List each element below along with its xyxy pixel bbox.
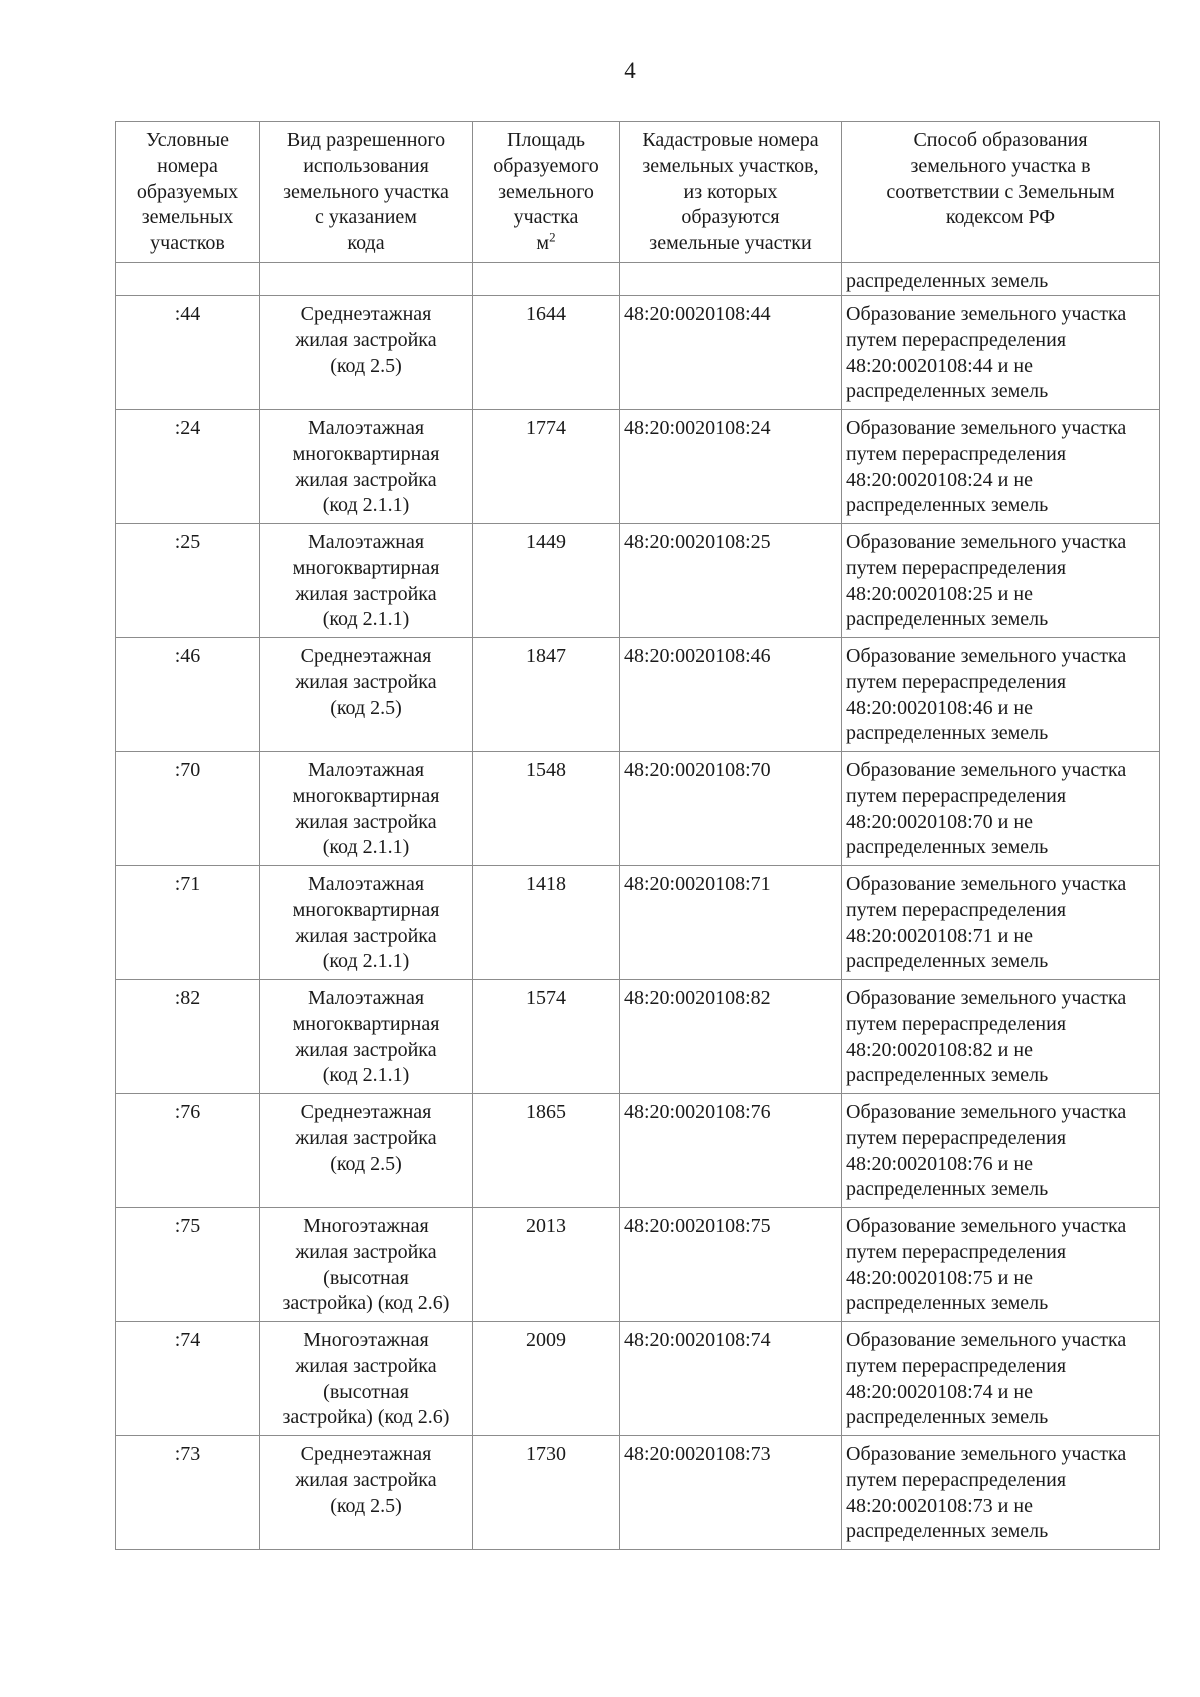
text-line: многоквартирная xyxy=(292,1012,440,1035)
cell-parcel-number: :25 xyxy=(116,524,260,638)
text-line: Малоэтажная xyxy=(307,987,425,1009)
text-line: земельных xyxy=(141,206,234,229)
header-parcel-number xyxy=(116,122,260,263)
text-line: земельные участки xyxy=(649,232,812,255)
text-line: (код 2.1.1) xyxy=(322,494,410,517)
cell-area: 1865 xyxy=(473,1094,620,1208)
cell-cadastral-number: 48:20:0020108:73 xyxy=(620,1436,842,1550)
text-line: распределенных земель xyxy=(846,1292,1049,1315)
text-line: 48:20:0020108:73 и не xyxy=(846,1494,1033,1517)
text-line: (код 2.5) xyxy=(330,696,402,719)
cell-formation-method xyxy=(842,296,1160,410)
cell-cadastral-number: 48:20:0020108:76 xyxy=(620,1094,842,1208)
cell-permitted-use xyxy=(260,980,473,1094)
cell-cadastral-number: 48:20:0020108:71 xyxy=(620,866,842,980)
text-line: из которых xyxy=(683,180,778,203)
cell-permitted-use xyxy=(260,296,473,410)
text-line: Условные xyxy=(145,129,230,151)
cell-formation-method xyxy=(842,524,1160,638)
table-row xyxy=(116,524,1160,638)
text-line: Кадастровые номера xyxy=(642,129,819,151)
text-line: Малоэтажная xyxy=(307,759,425,781)
cell-formation-method xyxy=(842,1208,1160,1322)
header-formation-method xyxy=(842,122,1160,263)
text-line: с указанием xyxy=(315,206,417,229)
text-line: Среднеэтажная xyxy=(300,1101,432,1123)
cell-parcel-number: :44 xyxy=(116,296,260,410)
cell-cadastral-number: 48:20:0020108:25 xyxy=(620,524,842,638)
text-line: путем перераспределения xyxy=(846,784,1067,807)
cell-area: 1574 xyxy=(473,980,620,1094)
text-line: Малоэтажная xyxy=(307,417,425,439)
cell-formation-method xyxy=(842,1094,1160,1208)
cell-parcel-number: :82 xyxy=(116,980,260,1094)
text-line: путем перераспределения xyxy=(846,1240,1067,1263)
text-line: Образование земельного участка xyxy=(846,1443,1127,1465)
cell-parcel-number: :73 xyxy=(116,1436,260,1550)
cell-parcel-number xyxy=(116,263,260,296)
text-line: Среднеэтажная xyxy=(300,303,432,325)
text-line: путем перераспределения xyxy=(846,1126,1067,1149)
cell-parcel-number: :75 xyxy=(116,1208,260,1322)
text-line: 48:20:0020108:44 и не xyxy=(846,354,1033,377)
text-line: Образование земельного участка xyxy=(846,1215,1127,1237)
text-line: (код 2.1.1) xyxy=(322,950,410,973)
text-line: (код 2.5) xyxy=(330,1152,402,1175)
text-line: кодексом РФ xyxy=(945,206,1056,229)
cell-area: 1730 xyxy=(473,1436,620,1550)
table-row xyxy=(116,1436,1160,1550)
cell-permitted-use xyxy=(260,410,473,524)
text-line: жилая застройка xyxy=(295,810,437,833)
table-header-row xyxy=(116,122,1160,263)
cell-permitted-use xyxy=(260,638,473,752)
text-line: застройка) (код 2.6) xyxy=(282,1406,450,1429)
text-line: путем перераспределения xyxy=(846,1468,1067,1491)
cell-formation-method xyxy=(842,410,1160,524)
text-line: образуются xyxy=(681,206,780,229)
text-line: застройка) (код 2.6) xyxy=(282,1292,450,1315)
text-line: распределенных земель xyxy=(846,380,1049,403)
cell-formation-method xyxy=(842,980,1160,1094)
text-line: распределенных земель xyxy=(846,1406,1049,1429)
text-line: жилая застройка xyxy=(295,328,437,351)
text-line: путем перераспределения xyxy=(846,442,1067,465)
text-line: Среднеэтажная xyxy=(300,645,432,667)
text-line: Многоэтажная xyxy=(303,1215,429,1237)
cell-cadastral-number: 48:20:0020108:70 xyxy=(620,752,842,866)
text-line: жилая застройка xyxy=(295,582,437,605)
table-row xyxy=(116,296,1160,410)
cell-permitted-use xyxy=(260,866,473,980)
cell-parcel-number: :74 xyxy=(116,1322,260,1436)
text-line: Площадь xyxy=(507,129,585,151)
cell-permitted-use xyxy=(260,1322,473,1436)
text-line: (высотная xyxy=(323,1266,409,1289)
cell-parcel-number: :46 xyxy=(116,638,260,752)
text-line: 48:20:0020108:46 и не xyxy=(846,696,1033,719)
cell-area: 1449 xyxy=(473,524,620,638)
cell-permitted-use xyxy=(260,1094,473,1208)
table-row xyxy=(116,1322,1160,1436)
cell-permitted-use xyxy=(260,752,473,866)
text-line: Способ образования xyxy=(913,129,1088,151)
text-line: участка xyxy=(513,206,579,229)
cell-cadastral-number: 48:20:0020108:24 xyxy=(620,410,842,524)
text-line: путем перераспределения xyxy=(846,328,1067,351)
cell-formation-method xyxy=(842,1436,1160,1550)
text-line: многоквартирная xyxy=(292,556,440,579)
cell-formation-method xyxy=(842,866,1160,980)
cell-formation-method xyxy=(842,638,1160,752)
text-line: (код 2.1.1) xyxy=(322,608,410,631)
text-line: Образование земельного участка xyxy=(846,873,1127,895)
text-line: жилая застройка xyxy=(295,1240,437,1263)
cell-permitted-use xyxy=(260,1436,473,1550)
text-line: Многоэтажная xyxy=(303,1329,429,1351)
text-line: жилая застройка xyxy=(295,468,437,491)
cell-area: 1418 xyxy=(473,866,620,980)
text-line: распределенных земель xyxy=(846,608,1049,631)
text-line: использования xyxy=(303,154,429,177)
text-line: земельного xyxy=(498,180,594,203)
text-line: Образование земельного участка xyxy=(846,303,1127,325)
text-line: Образование земельного участка xyxy=(846,759,1127,781)
table-row xyxy=(116,752,1160,866)
cell-permitted-use xyxy=(260,524,473,638)
text-line: Образование земельного участка xyxy=(846,531,1127,553)
text-line: многоквартирная xyxy=(292,784,440,807)
cell-formation-method xyxy=(842,752,1160,866)
cell-cadastral-number: 48:20:0020108:74 xyxy=(620,1322,842,1436)
cell-area: 2013 xyxy=(473,1208,620,1322)
table-row xyxy=(116,980,1160,1094)
text-line: (код 2.5) xyxy=(330,354,402,377)
area-unit: м xyxy=(536,232,550,255)
text-line: 48:20:0020108:82 и не xyxy=(846,1038,1033,1061)
text-line: (высотная xyxy=(323,1380,409,1403)
text-line: жилая застройка xyxy=(295,1038,437,1061)
cell-parcel-number: :76 xyxy=(116,1094,260,1208)
text-line: участков xyxy=(150,232,225,255)
text-line: (код 2.1.1) xyxy=(322,1064,410,1087)
table-row-continuation xyxy=(116,263,1160,296)
cell-cadastral-number: 48:20:0020108:46 xyxy=(620,638,842,752)
text-line: 48:20:0020108:75 и не xyxy=(846,1266,1033,1289)
text-line: путем перераспределения xyxy=(846,1354,1067,1377)
text-line: путем перераспределения xyxy=(846,670,1067,693)
text-line: жилая застройка xyxy=(295,1354,437,1377)
area-unit-exponent: 2 xyxy=(549,229,556,245)
text-line: Образование земельного участка xyxy=(846,1329,1127,1351)
text-line: номера xyxy=(157,154,218,177)
text-line: распределенных земель xyxy=(846,722,1049,745)
text-line: земельного участка в xyxy=(910,154,1091,177)
text-line: 48:20:0020108:71 и не xyxy=(846,924,1033,947)
text-line: жилая застройка xyxy=(295,924,437,947)
parcels-table xyxy=(115,121,1160,1550)
text-line: Вид разрешенного xyxy=(286,129,446,151)
table-row xyxy=(116,638,1160,752)
cell-area: 1548 xyxy=(473,752,620,866)
cell-formation-method: распределенных земель xyxy=(842,263,1160,296)
table-row xyxy=(116,410,1160,524)
text-line: жилая застройка xyxy=(295,670,437,693)
text-line: распределенных земель xyxy=(846,494,1049,517)
cell-parcel-number: :70 xyxy=(116,752,260,866)
text-line: 48:20:0020108:74 и не xyxy=(846,1380,1033,1403)
text-line: путем перераспределения xyxy=(846,556,1067,579)
cell-cadastral-number xyxy=(620,263,842,296)
text-line: многоквартирная xyxy=(292,442,440,465)
text-line: распределенных земель xyxy=(846,836,1049,859)
page-number: 4 xyxy=(624,58,636,83)
text-line: 48:20:0020108:76 и не xyxy=(846,1152,1033,1175)
header-permitted-use xyxy=(260,122,473,263)
text-line: 48:20:0020108:24 и не xyxy=(846,468,1033,491)
text-line: многоквартирная xyxy=(292,898,440,921)
text-line: (код 2.5) xyxy=(330,1494,402,1517)
text-line: Образование земельного участка xyxy=(846,417,1127,439)
text-line: Малоэтажная xyxy=(307,531,425,553)
text-line: земельного участка xyxy=(283,180,449,203)
text-line: Образование земельного участка xyxy=(846,645,1127,667)
cell-permitted-use xyxy=(260,263,473,296)
text-line: Образование земельного участка xyxy=(846,1101,1127,1123)
text-line: жилая застройка xyxy=(295,1126,437,1149)
table-row xyxy=(116,1094,1160,1208)
cell-area: 2009 xyxy=(473,1322,620,1436)
text-line: путем перераспределения xyxy=(846,898,1067,921)
cell-permitted-use xyxy=(260,1208,473,1322)
table-row xyxy=(116,1208,1160,1322)
cell-area: 1847 xyxy=(473,638,620,752)
cell-formation-method xyxy=(842,1322,1160,1436)
text-line: Малоэтажная xyxy=(307,873,425,895)
text-line: соответствии с Земельным xyxy=(886,180,1115,203)
text-line: распределенных земель xyxy=(846,1520,1049,1543)
cell-parcel-number: :24 xyxy=(116,410,260,524)
text-line: 48:20:0020108:25 и не xyxy=(846,582,1033,605)
text-line: (код 2.1.1) xyxy=(322,836,410,859)
cell-parcel-number: :71 xyxy=(116,866,260,980)
text-line: кода xyxy=(347,232,385,255)
text-line: распределенных земель xyxy=(846,1178,1049,1201)
cell-area xyxy=(473,263,620,296)
cell-cadastral-number: 48:20:0020108:82 xyxy=(620,980,842,1094)
text-line: Образование земельного участка xyxy=(846,987,1127,1009)
text-line: распределенных земель xyxy=(846,950,1049,973)
cell-cadastral-number: 48:20:0020108:44 xyxy=(620,296,842,410)
text-line: путем перераспределения xyxy=(846,1012,1067,1035)
cell-area: 1644 xyxy=(473,296,620,410)
cell-area: 1774 xyxy=(473,410,620,524)
table-row xyxy=(116,866,1160,980)
cell-cadastral-number: 48:20:0020108:75 xyxy=(620,1208,842,1322)
text-line: жилая застройка xyxy=(295,1468,437,1491)
text-line: 48:20:0020108:70 и не xyxy=(846,810,1033,833)
header-area xyxy=(473,122,620,263)
text-line: распределенных земель xyxy=(846,1064,1049,1087)
text-line: земельных участков, xyxy=(642,154,819,177)
text-line: Среднеэтажная xyxy=(300,1443,432,1465)
header-cadastral-numbers xyxy=(620,122,842,263)
text-line: образуемых xyxy=(136,180,239,203)
text-line: образуемого xyxy=(493,154,599,177)
